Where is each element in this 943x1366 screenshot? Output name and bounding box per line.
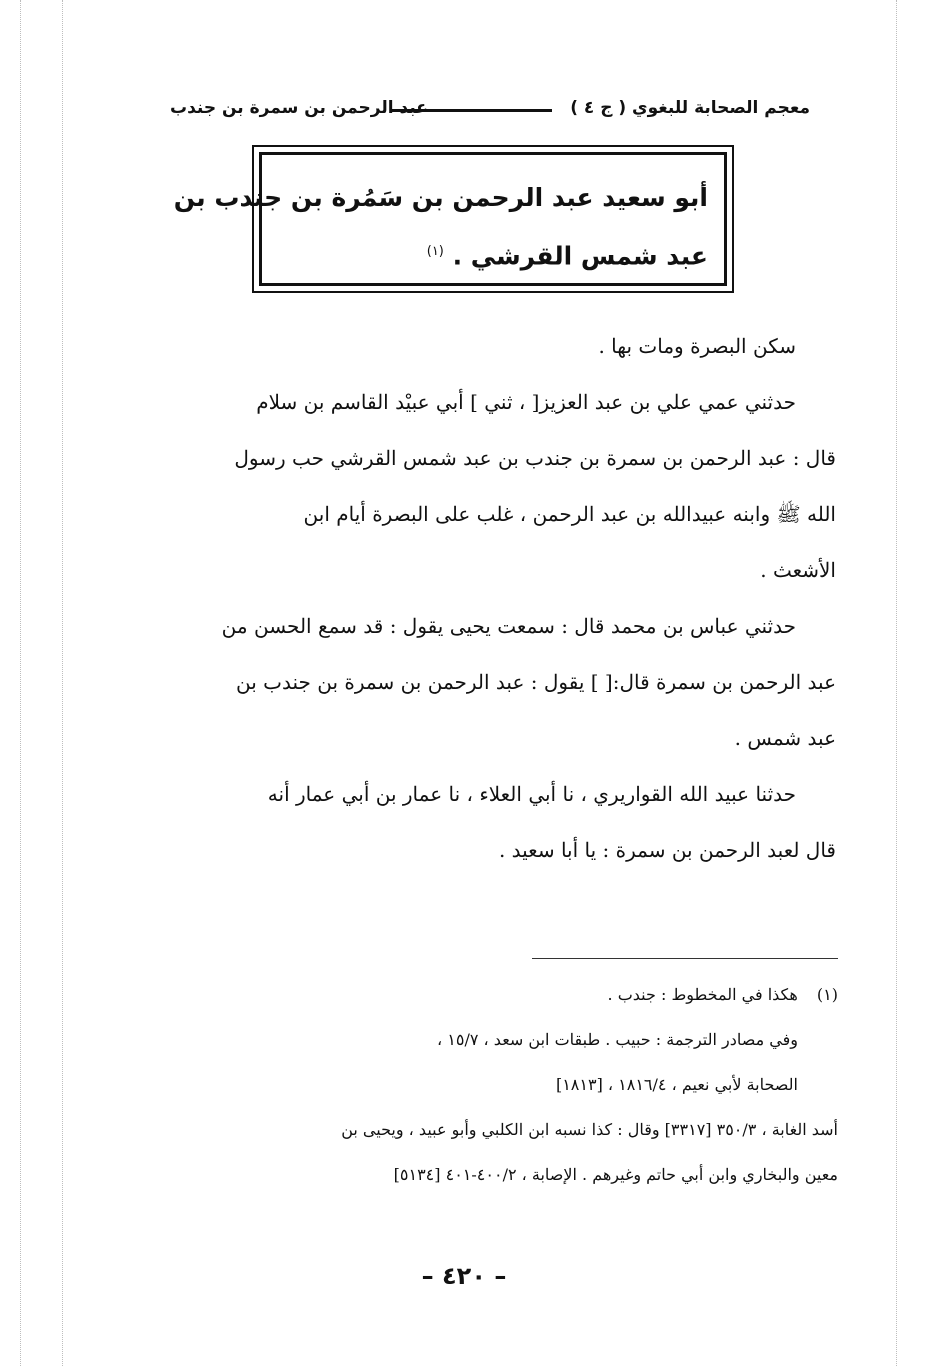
paragraph-2-line: الأشعث . — [760, 558, 836, 582]
entry-title-line-2 — [278, 225, 708, 283]
paragraph-4-line: حدثنا عبيد الله القواريري ، نا أبي العلاء ، نا عمار بن أبي عمار أنه — [267, 782, 796, 806]
body-text — [140, 318, 836, 878]
running-header — [170, 96, 810, 126]
footnote-number: (١) — [816, 985, 838, 1004]
paragraph-3 — [140, 598, 836, 766]
entry-title-box — [173, 145, 734, 293]
entry-title-inner — [173, 152, 727, 286]
paragraph-2 — [140, 374, 836, 598]
footnote-line — [98, 972, 838, 1017]
footnotes — [98, 972, 838, 1197]
paragraph-2-line: الله ﷺ وابنه عبيدالله بن عبد الرحمن ، غلب على البصرة أيام ابن — [303, 502, 836, 526]
paragraph-3-line: عبد الرحمن بن سمرة قال:[ ] يقول : عبد الرحمن بن سمرة بن جندب بن — [236, 670, 836, 694]
page-number: – ٤٢٠ – — [421, 1262, 507, 1290]
scan-margin-line — [896, 0, 897, 1366]
footnote-separator — [532, 958, 838, 959]
header-person-title: عبد الرحمن بن سمرة بن جندب — [170, 98, 428, 118]
paragraph-2-line: قال : عبد الرحمن بن سمرة بن جندب بن عبد شمس القرشي حب رسول — [234, 446, 836, 470]
paragraph-3-line: عبد شمس . — [734, 726, 836, 750]
paragraph-3-line: حدثني عباس بن محمد قال : سمعت يحيى يقول : قد سمع الحسن من — [221, 614, 796, 638]
footnote-line: الصحابة لأبي نعيم ، ١٨١٦/٤ ، [١٨١٣] — [555, 1075, 798, 1094]
footnote-ref: (١) — [426, 244, 444, 259]
scan-margin-line — [20, 0, 21, 1366]
scan-margin-line — [62, 0, 63, 1366]
footnote-line: أسد الغابة ، ٣٥٠/٣ [٣٣١٧] وقال : كذا نسبه ابن الكلبي وأبو عبيد ، ويحيى بن — [341, 1120, 838, 1139]
paragraph-1: سكن البصرة ومات بها . — [598, 334, 796, 358]
footnote-line: معين والبخاري وابن أبي حاتم وغيرهم . الإصابة ، ٤٠٠/٢-٤٠١ [٥١٣٤] — [393, 1165, 838, 1184]
entry-title-line-1: أبو سعيد عبد الرحمن بن سَمُرة بن جندب بن — [173, 183, 708, 212]
entry-title-line-2-text: عبد شمس القرشي . — [452, 241, 708, 271]
paragraph-2-line: حدثني عمي علي بن عبد العزيز[ ، ثني ] أبي عبيْد القاسم بن سلام — [256, 390, 796, 414]
footnote-text: هكذا في المخطوط : جندب . — [607, 985, 798, 1004]
paragraph-4 — [140, 766, 836, 878]
paragraph-4-line: قال لعبد الرحمن بن سمرة : يا أبا سعيد . — [498, 838, 836, 862]
footnote-line: وفي مصادر الترجمة : حبيب . طبقات ابن سعد ، ١٥/٧ ، — [437, 1030, 798, 1049]
header-book-title: معجم الصحابة للبغوي ( ج ٤ ) — [570, 98, 810, 118]
